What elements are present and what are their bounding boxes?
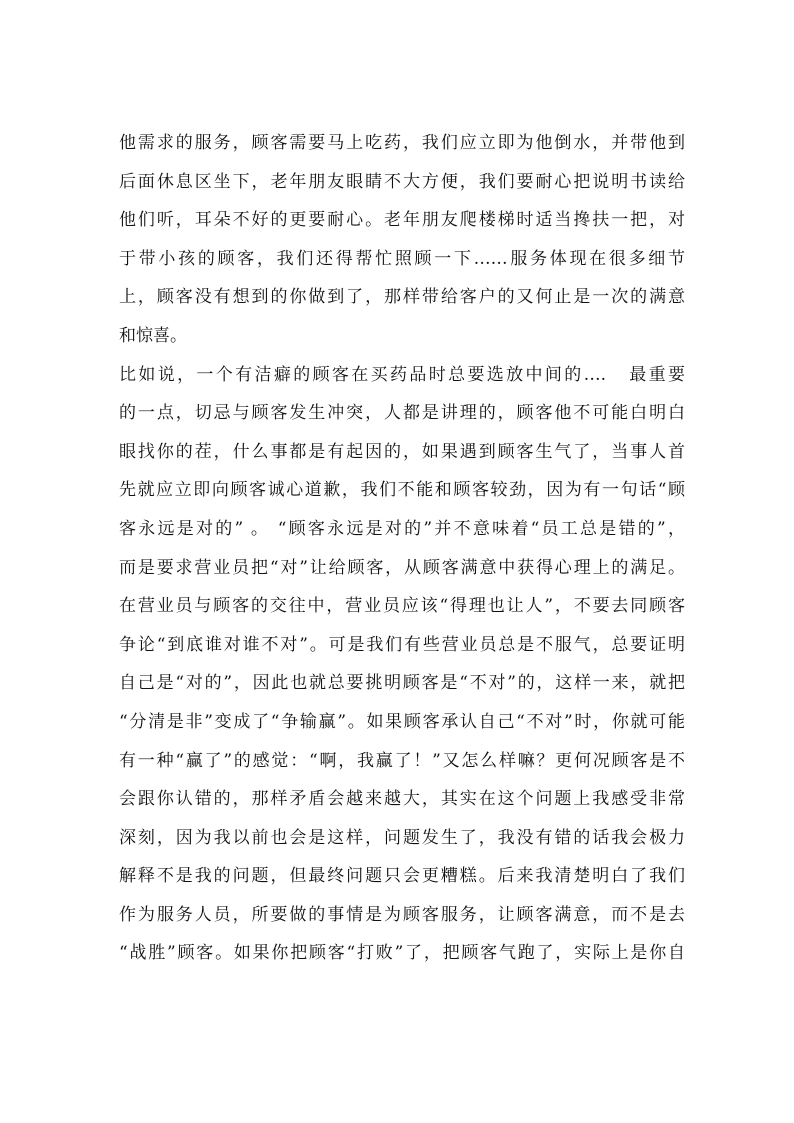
text-line: 和惊喜。: [119, 325, 187, 346]
text-line: 比如说，一个有洁癖的顾客在买药品时总要选放中间的…. 最重要: [119, 364, 685, 385]
document-body-text: [119, 124, 685, 973]
text-line: 自己是“对的”，因此也就总要挑明顾客是“不对”的，这样一来，就把: [119, 673, 685, 694]
text-line: “战胜”顾客。如果你把顾客“打败”了，把顾客气跑了，实际上是你自: [119, 943, 685, 964]
text-line: 上，顾客没有想到的你做到了，那样带给客户的又何止是一次的满意: [119, 287, 685, 308]
text-line: 的一点，切忌与顾客发生冲突，人都是讲理的，顾客他不可能白明白: [119, 403, 685, 424]
text-line: 眼找你的茬，什么事都是有起因的，如果遇到顾客生气了，当事人首: [119, 441, 685, 462]
text-line: 客永远是对的” 。 “顾客永远是对的”并不意味着“员工总是错的”，: [119, 518, 685, 539]
text-line: 在营业员与顾客的交往中，营业员应该“得理也让人”，不要去同顾客: [119, 596, 685, 617]
text-line: 争论“到底谁对谁不对”。可是我们有些营业员总是不服气，总要证明: [119, 634, 685, 655]
text-line: 他们听，耳朵不好的更要耐心。老年朋友爬楼梯时适当搀扶一把，对: [119, 210, 685, 231]
text-line: 他需求的服务，顾客需要马上吃药，我们应立即为他倒水，并带他到: [119, 133, 685, 153]
text-line: 先就应立即向顾客诚心道歉，我们不能和顾客较劲，因为有一句话“顾: [119, 480, 685, 501]
text-line: 会跟你认错的，那样矛盾会越来越大，其实在这个问题上我感受非常: [119, 789, 685, 810]
text-line: 有一种“赢了”的感觉：“啊，我赢了！”又怎么样嘛？更何况顾客是不: [119, 750, 685, 771]
text-line: 于带小孩的顾客，我们还得帮忙照顾一下……服务体现在很多细节: [119, 248, 685, 269]
text-line: 后面休息区坐下，老年朋友眼睛不大方便，我们要耐心把说明书读给: [119, 171, 685, 192]
text-line: 作为服务人员，所要做的事情是为顾客服务，让顾客满意，而不是去: [119, 904, 685, 925]
text-line: 而是要求营业员把“对”让给顾客，从顾客满意中获得心理上的满足。: [119, 557, 685, 578]
text-line: “分清是非”变成了“争输赢”。如果顾客承认自己“不对”时，你就可能: [119, 711, 685, 732]
text-line: 解释不是我的问题，但最终问题只会更糟糕。后来我清楚明白了我们: [119, 866, 685, 887]
text-line: 深刻，因为我以前也会是这样，问题发生了，我没有错的话我会极力: [119, 827, 685, 848]
